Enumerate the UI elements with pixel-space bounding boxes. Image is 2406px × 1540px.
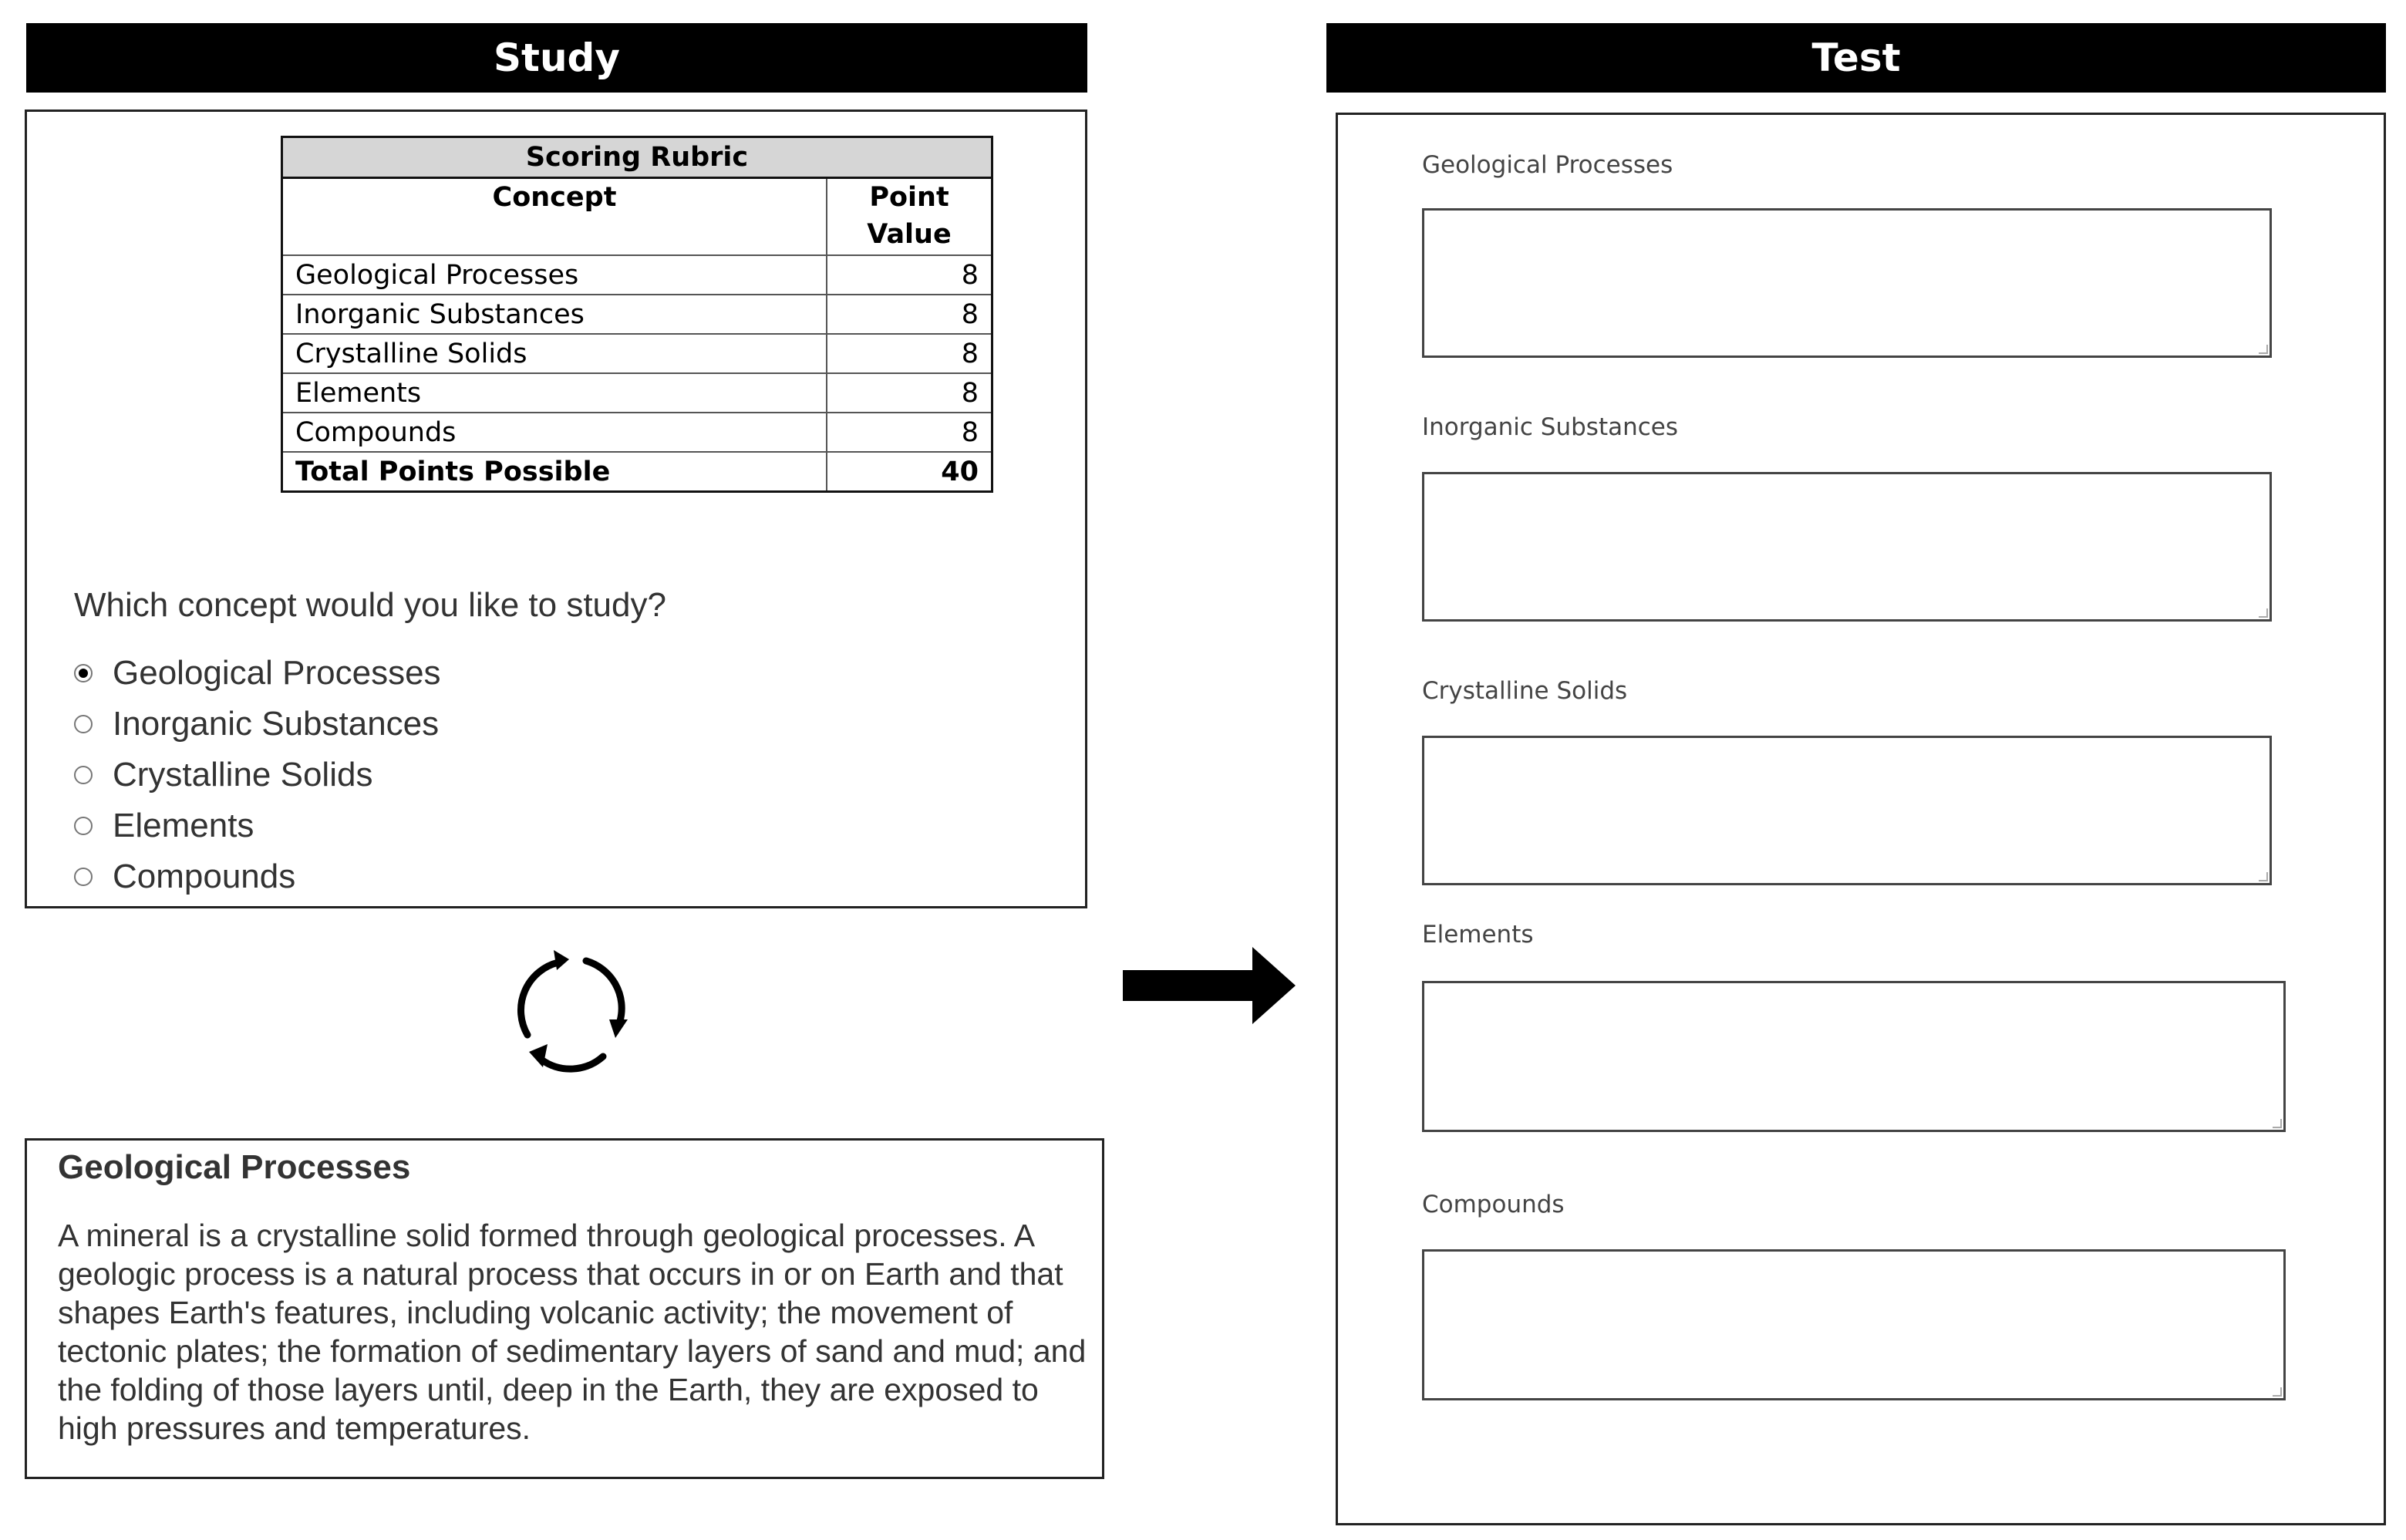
rubric-title: Scoring Rubric bbox=[282, 137, 992, 178]
radio-option-geological-processes[interactable] bbox=[74, 648, 441, 699]
field-label-compounds: Compounds bbox=[1422, 1191, 1565, 1218]
radio-option-compounds[interactable] bbox=[74, 851, 441, 902]
answer-textarea-compounds[interactable] bbox=[1422, 1249, 2286, 1400]
field-label-elements: Elements bbox=[1422, 921, 1534, 949]
answer-textarea-elements[interactable] bbox=[1422, 981, 2286, 1132]
radio-label: Elements bbox=[113, 807, 254, 844]
table-row bbox=[282, 295, 992, 334]
rubric-total-row bbox=[282, 452, 992, 492]
radio-option-crystalline-solids[interactable] bbox=[74, 750, 441, 800]
rubric-col-concept: Concept bbox=[282, 178, 827, 256]
scoring-rubric-table bbox=[281, 136, 993, 493]
table-row bbox=[282, 413, 992, 452]
radio-button[interactable] bbox=[74, 766, 93, 784]
radio-label: Compounds bbox=[113, 858, 296, 895]
rubric-points-cell: 8 bbox=[827, 295, 992, 334]
rubric-col-points-label: Point Value bbox=[867, 182, 952, 250]
radio-button[interactable] bbox=[74, 664, 93, 682]
concept-info-panel bbox=[25, 1138, 1104, 1479]
rubric-concept-cell: Elements bbox=[282, 373, 827, 413]
answer-textarea-crystalline-solids[interactable] bbox=[1422, 736, 2272, 885]
test-header bbox=[1326, 23, 2386, 93]
answer-textarea-inorganic-substances[interactable] bbox=[1422, 472, 2272, 622]
radio-label: Inorganic Substances bbox=[113, 705, 440, 743]
radio-label: Geological Processes bbox=[113, 654, 441, 692]
radio-button[interactable] bbox=[74, 817, 93, 835]
radio-label: Crystalline Solids bbox=[113, 756, 373, 794]
rubric-points-cell: 8 bbox=[827, 373, 992, 413]
field-label-inorganic-substances: Inorganic Substances bbox=[1422, 413, 1679, 441]
concept-info-title: Geological Processes bbox=[58, 1148, 411, 1186]
study-header bbox=[26, 23, 1087, 93]
radio-button[interactable] bbox=[74, 868, 93, 886]
radio-option-inorganic-substances[interactable] bbox=[74, 699, 441, 750]
rubric-concept-cell: Crystalline Solids bbox=[282, 334, 827, 373]
table-row bbox=[282, 373, 992, 413]
refresh-cycle-icon bbox=[495, 936, 646, 1087]
rubric-concept-cell: Geological Processes bbox=[282, 255, 827, 295]
field-label-crystalline-solids: Crystalline Solids bbox=[1422, 677, 1628, 705]
rubric-points-cell: 8 bbox=[827, 413, 992, 452]
rubric-concept-cell: Compounds bbox=[282, 413, 827, 452]
concept-info-body: A mineral is a crystalline solid formed through geological processes. A geologic process is a natural process that occurs in or on Earth and that shapes Earth's features, including volcanic activity; the movement of tectonic plates; the formation of sedimentary layers of sand and mud; and the folding of those layers until, deep in the Earth, they are exposed to high pressures and temperatures. bbox=[58, 1218, 1087, 1446]
table-row bbox=[282, 255, 992, 295]
table-row bbox=[282, 334, 992, 373]
rubric-total-points: 40 bbox=[827, 452, 992, 492]
study-header-label: Study bbox=[494, 35, 620, 80]
arrow-right-icon bbox=[1123, 945, 1297, 1026]
radio-button[interactable] bbox=[74, 715, 93, 733]
rubric-col-points bbox=[827, 178, 992, 256]
concept-radio-group bbox=[74, 648, 441, 902]
rubric-points-cell: 8 bbox=[827, 255, 992, 295]
answer-textarea-geological-processes[interactable] bbox=[1422, 208, 2272, 358]
field-label-geological-processes: Geological Processes bbox=[1422, 151, 1673, 179]
test-header-label: Test bbox=[1811, 35, 1901, 80]
study-question: Which concept would you like to study? bbox=[74, 586, 666, 624]
rubric-concept-cell: Inorganic Substances bbox=[282, 295, 827, 334]
radio-option-elements[interactable] bbox=[74, 800, 441, 851]
rubric-total-label: Total Points Possible bbox=[282, 452, 827, 492]
rubric-points-cell: 8 bbox=[827, 334, 992, 373]
